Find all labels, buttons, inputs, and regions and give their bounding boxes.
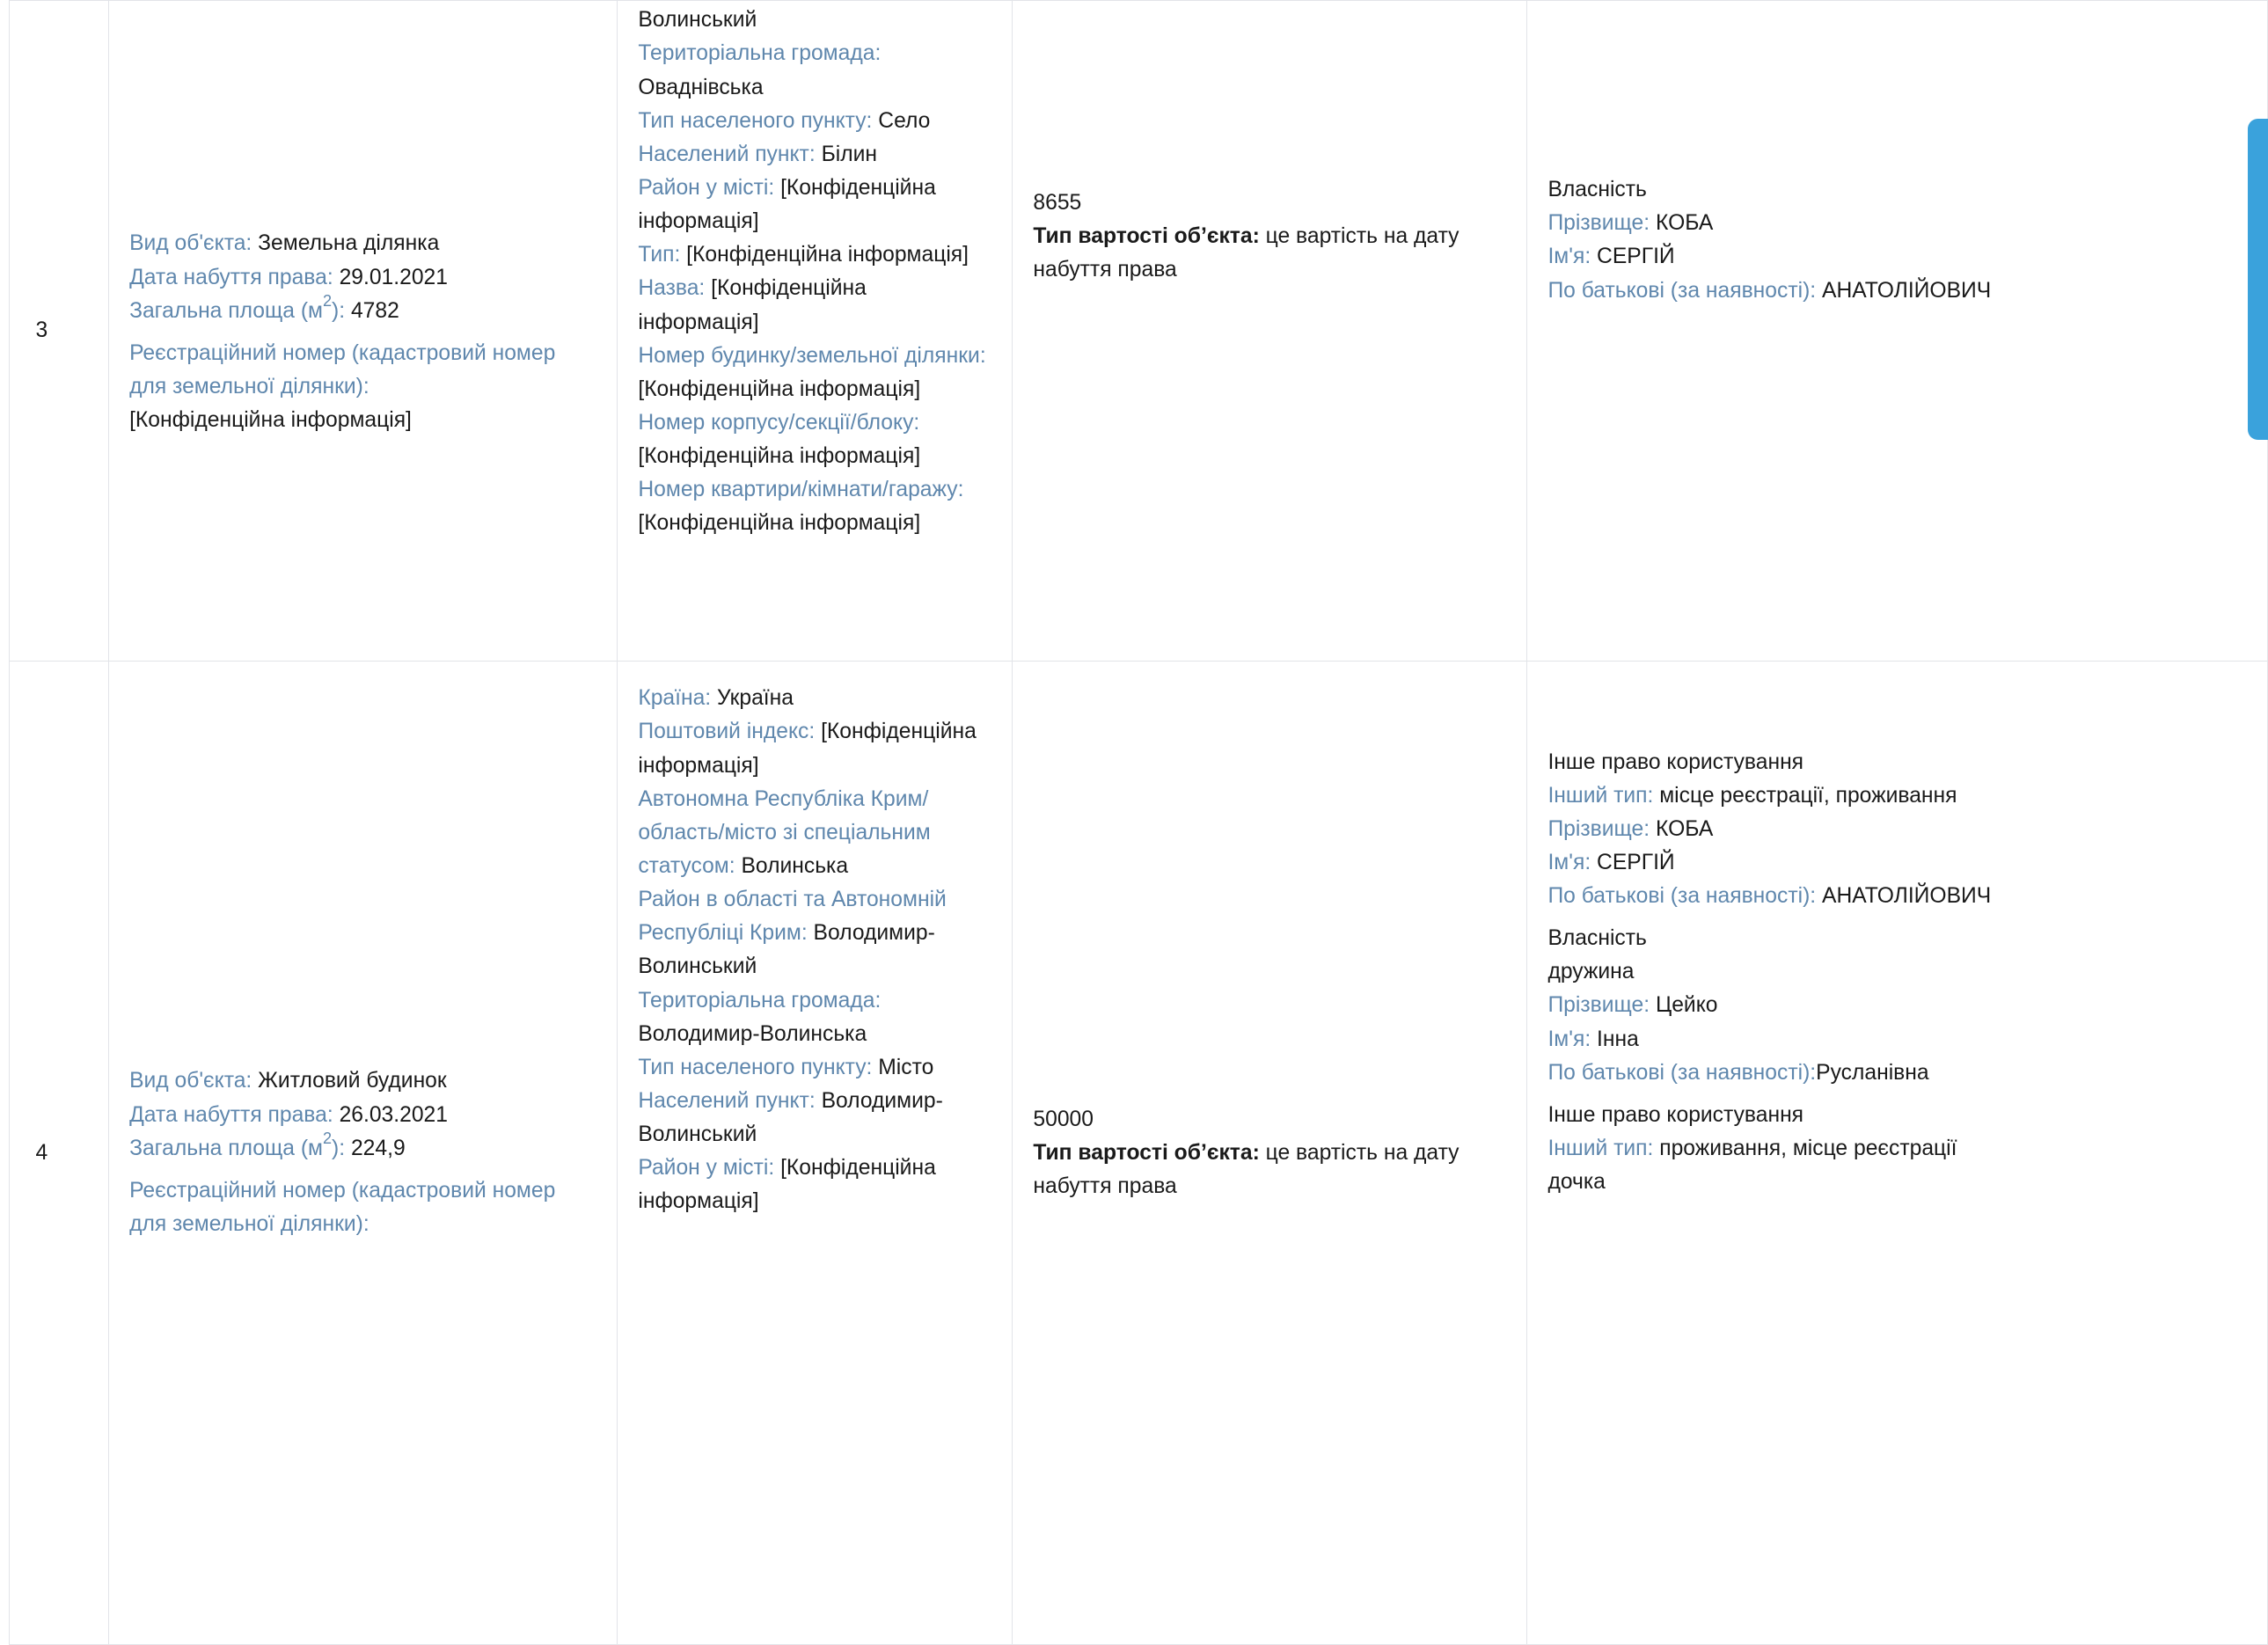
first-name-value: СЕРГІЙ <box>1597 245 1675 269</box>
cost-type-label: Тип вартості об’єкта: <box>1033 1140 1260 1165</box>
raion-value: Володимир-Волинський <box>638 921 935 979</box>
acquisition-date-value: 29.01.2021 <box>339 265 448 289</box>
scrollbar-thumb[interactable] <box>2248 119 2268 440</box>
first-name-label: Ім'я: <box>1547 1027 1591 1051</box>
settlement-label: Населений пункт: <box>638 142 816 166</box>
cost-value: 8655 <box>1033 191 1082 216</box>
apartment-number-label: Номер квартири/кімнати/гаражу: <box>638 478 964 502</box>
location-top-value: Волинський <box>638 8 757 33</box>
other-type-value: місце реєстрації, проживання <box>1659 783 1957 808</box>
right-kind: Інше право користування <box>1547 1102 1804 1127</box>
community-value: Оваднівська <box>638 75 764 99</box>
right-kind: Власність <box>1547 926 1647 951</box>
acquisition-date-label: Дата набуття права: <box>129 1102 333 1127</box>
country-value: Україна <box>717 686 794 711</box>
cost-type-value: це вартість на дату набуття права <box>1033 224 1460 282</box>
settlement-value: Володимир-Волинський <box>638 1089 943 1147</box>
rights-cell <box>1527 662 2267 1645</box>
community-value: Володимир-Волинська <box>638 1021 867 1046</box>
object-type-value: Земельна ділянка <box>258 231 440 256</box>
apartment-number-value: [Конфіденційна інформація] <box>638 511 921 536</box>
area-label: Загальна площа $(м^2)$: <box>129 1130 346 1160</box>
row-number: 3 <box>9 1 108 662</box>
surname-label: Прізвище: <box>1547 211 1650 236</box>
community-label: Територіальна громада: <box>638 988 882 1013</box>
first-name-label: Ім'я: <box>1547 851 1591 875</box>
surname-label: Прізвище: <box>1547 816 1650 841</box>
relation-value: дружина <box>1547 960 1635 984</box>
community-label: Територіальна громада: <box>638 41 882 66</box>
cost-cell <box>1013 662 1527 1645</box>
street-type-value: [Конфіденційна інформація] <box>686 243 969 267</box>
declaration-table <box>9 0 2268 1645</box>
cost-cell <box>1013 1 1527 662</box>
house-number-value: [Конфіденційна інформація] <box>638 377 921 401</box>
registration-number-label: Реєстраційний номер (кадастровий номер для земельної ділянки): <box>129 1178 556 1236</box>
postal-code-label: Поштовий індекс: <box>638 720 816 744</box>
first-name-value: СЕРГІЙ <box>1597 851 1675 875</box>
rights-cell <box>1527 1 2267 662</box>
patronymic-label: По батькові (за наявності): <box>1547 884 1817 909</box>
area-value: 224,9 <box>350 1136 406 1160</box>
object-cell <box>109 1 618 662</box>
object-type-value: Житловий будинок <box>258 1069 447 1093</box>
other-type-label: Інший тип: <box>1547 1136 1654 1160</box>
country-label: Країна: <box>638 686 712 711</box>
registration-number-label: Реєстраційний номер (кадастровий номер для земельної ділянки): <box>129 340 556 398</box>
settlement-type-value: Село <box>878 108 931 133</box>
object-cell <box>109 662 618 1645</box>
acquisition-date-label: Дата набуття права: <box>129 265 333 289</box>
city-district-label: Район у місті: <box>638 1156 775 1181</box>
patronymic-value: АНАТОЛІЙОВИЧ <box>1822 884 1992 909</box>
right-kind: Власність <box>1547 178 1647 202</box>
cost-type-value: це вартість на дату набуття права <box>1033 1140 1460 1198</box>
city-district-value: [Конфіденційна інформація] <box>638 1156 936 1214</box>
patronymic-label: По батькові (за наявності): <box>1547 1060 1817 1085</box>
street-name-label: Назва: <box>638 276 706 301</box>
building-number-label: Номер корпусу/секції/блоку: <box>638 410 920 435</box>
surname-label: Прізвище: <box>1547 993 1650 1018</box>
surname-value: КОБА <box>1655 211 1714 236</box>
settlement-type-label: Тип населеного пункту: <box>638 1055 873 1079</box>
object-type-label: Вид об'єкта: <box>129 231 252 256</box>
settlement-type-label: Тип населеного пункту: <box>638 108 873 133</box>
settlement-value: Білин <box>821 142 877 166</box>
surname-value: Цейко <box>1655 993 1718 1018</box>
table-row <box>9 662 2267 1645</box>
street-type-label: Тип: <box>638 243 681 267</box>
cost-value: 50000 <box>1033 1107 1094 1131</box>
settlement-label: Населений пункт: <box>638 1089 816 1113</box>
postal-code-value: [Конфіденційна інформація] <box>638 720 977 778</box>
house-number-label: Номер будинку/земельної ділянки: <box>638 343 986 368</box>
region-value: Волинська <box>741 854 849 879</box>
city-district-label: Район у місті: <box>638 175 775 200</box>
raion-label: Район в області та Автономній Республіці Крим: <box>638 888 947 946</box>
area-label: Загальна площа $(м^2)$: <box>129 292 346 323</box>
patronymic-value: АНАТОЛІЙОВИЧ <box>1822 278 1992 303</box>
street-name-value: [Конфіденційна інформація] <box>638 276 867 334</box>
patronymic-label: По батькові (за наявності): <box>1547 278 1817 303</box>
other-type-value: проживання, місце реєстрації <box>1659 1136 1957 1160</box>
first-name-value: Інна <box>1597 1027 1639 1051</box>
registration-number-value: [Конфіденційна інформація] <box>129 408 412 432</box>
city-district-value: [Конфіденційна інформація] <box>638 175 936 234</box>
acquisition-date-value: 26.03.2021 <box>339 1102 448 1127</box>
table-row <box>9 1 2267 662</box>
area-value: 4782 <box>350 298 399 323</box>
location-cell <box>618 662 1013 1645</box>
other-type-label: Інший тип: <box>1547 783 1654 808</box>
surname-value: КОБА <box>1655 816 1714 841</box>
row-number: 4 <box>9 662 108 1645</box>
patronymic-value: Русланівна <box>1816 1060 1929 1085</box>
object-type-label: Вид об'єкта: <box>129 1069 252 1093</box>
region-label: Автономна Республіка Крим/область/місто зі спеціальним статусом: <box>638 786 931 879</box>
building-number-value: [Конфіденційна інформація] <box>638 444 921 469</box>
cost-type-label: Тип вартості об’єкта: <box>1033 224 1260 249</box>
settlement-type-value: Місто <box>878 1055 934 1079</box>
right-kind: Інше право користування <box>1547 749 1804 774</box>
relation-value: дочка <box>1547 1170 1606 1195</box>
location-cell <box>618 1 1013 662</box>
first-name-label: Ім'я: <box>1547 245 1591 269</box>
